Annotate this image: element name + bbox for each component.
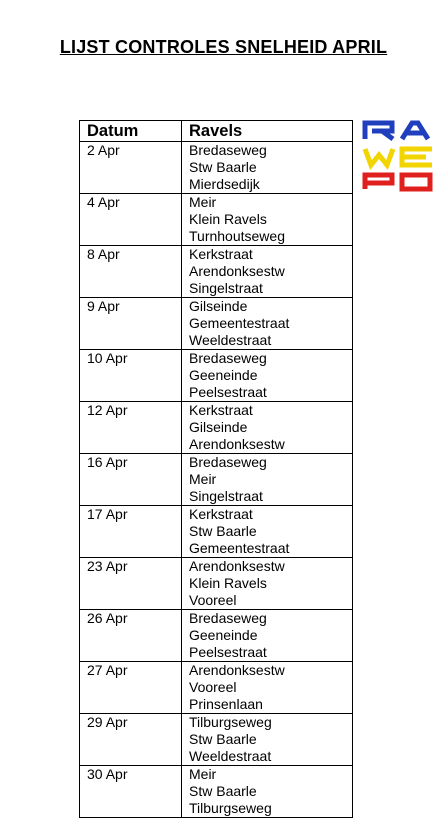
place-name: Peelsestraat [189, 384, 267, 400]
places-cell [182, 610, 353, 662]
places-cell [182, 714, 353, 766]
place-name: Turnhoutseweg [189, 228, 285, 244]
place-name: Stw Baarle [189, 731, 257, 747]
place-name: Stw Baarle [189, 783, 257, 799]
place-name: Weeldestraat [189, 332, 272, 348]
place-name: Bredaseweg [189, 454, 267, 470]
column-header-datum: Datum [80, 121, 182, 142]
place-name: Meir [189, 194, 217, 210]
place-name: Geeneinde [189, 367, 258, 383]
date-cell: 27 Apr [80, 662, 182, 714]
places-cell [182, 506, 353, 558]
place-name: Prinsenlaan [189, 696, 263, 712]
table-row [80, 402, 353, 454]
table-row [80, 506, 353, 558]
date-cell: 8 Apr [80, 246, 182, 298]
place-name: Arendonksestw [189, 558, 285, 574]
place-name: Bredaseweg [189, 350, 267, 366]
logo-po [365, 175, 430, 189]
table-row [80, 194, 353, 246]
places-cell [182, 402, 353, 454]
table-row [80, 142, 353, 194]
place-name: Gemeentestraat [189, 315, 290, 331]
place-name: Bredaseweg [189, 142, 267, 158]
place-name: Mierdsedijk [189, 176, 260, 192]
date-cell: 2 Apr [80, 142, 182, 194]
date-cell: 17 Apr [80, 506, 182, 558]
column-header-ravels: Ravels [182, 121, 353, 142]
place-name: Kerkstraat [189, 402, 253, 418]
table-body [80, 142, 353, 818]
place-name: Tilburgseweg [189, 800, 272, 816]
place-name: Singelstraat [189, 280, 263, 296]
place-name: Gilseinde [189, 298, 248, 314]
date-cell: 12 Apr [80, 402, 182, 454]
place-name: Meir [189, 766, 217, 782]
date-cell: 30 Apr [80, 766, 182, 818]
place-name: Arendonksestw [189, 436, 285, 452]
places-cell [182, 454, 353, 506]
places-cell [182, 194, 353, 246]
rawepo-logo [362, 119, 434, 193]
place-name: Gemeentestraat [189, 540, 290, 556]
place-name: Arendonksestw [189, 263, 285, 279]
logo-we [365, 149, 432, 165]
table-row [80, 610, 353, 662]
date-cell: 16 Apr [80, 454, 182, 506]
place-name: Klein Ravels [189, 211, 267, 227]
logo-ra [365, 123, 428, 139]
table-row [80, 350, 353, 402]
place-name: Arendonksestw [189, 662, 285, 678]
place-name: Stw Baarle [189, 159, 257, 175]
place-name: Stw Baarle [189, 523, 257, 539]
place-name: Kerkstraat [189, 246, 253, 262]
table-row [80, 662, 353, 714]
table-row [80, 298, 353, 350]
places-cell [182, 350, 353, 402]
place-name: Singelstraat [189, 488, 263, 504]
places-cell [182, 246, 353, 298]
place-name: Peelsestraat [189, 644, 267, 660]
table-header-row [80, 121, 353, 142]
date-cell: 26 Apr [80, 610, 182, 662]
date-cell: 29 Apr [80, 714, 182, 766]
place-name: Klein Ravels [189, 575, 267, 591]
places-cell [182, 558, 353, 610]
places-cell [182, 142, 353, 194]
place-name: Meir [189, 471, 217, 487]
table-row [80, 714, 353, 766]
place-name: Kerkstraat [189, 506, 253, 522]
places-cell [182, 766, 353, 818]
date-cell: 4 Apr [80, 194, 182, 246]
table-row [80, 766, 353, 818]
place-name: Vooreel [189, 679, 237, 695]
date-cell: 10 Apr [80, 350, 182, 402]
table-row [80, 246, 353, 298]
date-cell: 9 Apr [80, 298, 182, 350]
table-row [80, 558, 353, 610]
places-cell [182, 662, 353, 714]
page-title: LIJST CONTROLES SNELHEID APRIL [59, 37, 388, 57]
place-name: Gilseinde [189, 419, 248, 435]
place-name: Weeldestraat [189, 748, 272, 764]
table-row [80, 454, 353, 506]
place-name: Tilburgseweg [189, 714, 272, 730]
place-name: Vooreel [189, 592, 237, 608]
place-name: Bredaseweg [189, 610, 267, 626]
places-cell [182, 298, 353, 350]
schedule-table [79, 120, 353, 818]
place-name: Geeneinde [189, 627, 258, 643]
date-cell: 23 Apr [80, 558, 182, 610]
